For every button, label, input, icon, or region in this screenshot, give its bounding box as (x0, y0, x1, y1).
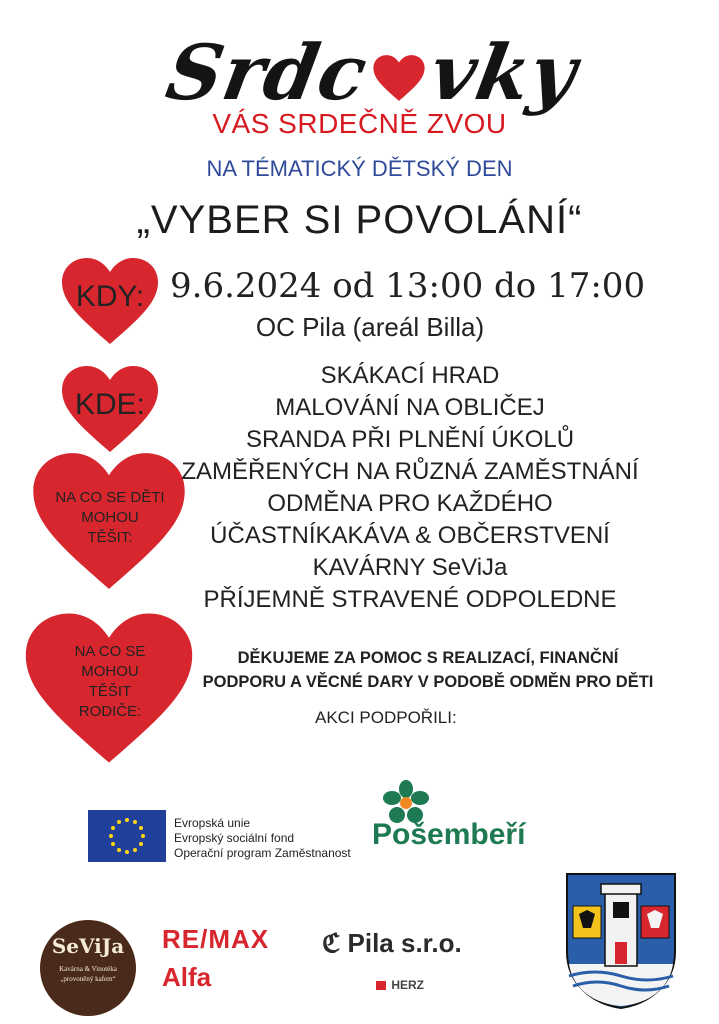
sevija-subtitle-line: „provoněný kafem“ (60, 975, 116, 983)
thanks-line: PODPORU A VĚCNÉ DARY V PODOBĚ ODMĚN PRO DĚTI (202, 673, 654, 691)
activities-list (170, 360, 650, 616)
event-date: 9.6.2024 od 13:00 do 17:00 (170, 266, 646, 306)
sevija-name: SeViJa (51, 934, 125, 958)
pila-logo (322, 928, 462, 959)
kids-label-line: TĚŠIT: (87, 529, 133, 546)
pila-name: Pila s.r.o. (347, 928, 462, 958)
parents-label-line: MOHOU (81, 663, 139, 680)
sevija-subtitle-line: Kavárna & Vinotéka (59, 965, 117, 973)
pila-c-icon: ℭ (322, 928, 341, 958)
parents-label-line: TĚŠIT (88, 683, 132, 700)
eu-text-line: Evropský sociální fond (174, 831, 295, 845)
kids-label-line: NA CO SE DĚTI (55, 489, 165, 506)
remax-alfa-label: Alfa (162, 962, 212, 992)
title-heart-icon (372, 54, 426, 102)
remax-logo: RE/MAX (162, 924, 270, 954)
eu-text-line: Evropská unie (174, 816, 251, 830)
when-label: KDY: (75, 280, 145, 313)
subtitle: VÁS SRDEČNĚ ZVOU (212, 108, 507, 139)
parents-label-line: RODIČE: (78, 703, 142, 720)
coat-of-arms-icon (565, 872, 677, 1010)
activity-item: SRANDA PŘI PLNĚNÍ ÚKOLŮ (245, 426, 575, 453)
title-word-right: vky (424, 28, 584, 117)
thanks-text (178, 646, 678, 694)
supported-by-label: AKCI PODPOŘILI: (315, 708, 457, 727)
activity-item: SKÁKACÍ HRAD (320, 362, 500, 389)
eu-text (174, 816, 351, 861)
activity-item: KAVÁRNY SeViJa (312, 554, 508, 581)
activity-item: MALOVÁNÍ NA OBLIČEJ (275, 394, 545, 421)
thanks-line: DĚKUJEME ZA POMOC S REALIZACÍ, FINANČNÍ (237, 649, 619, 667)
invite-text: NA TÉMATICKÝ DĚTSKÝ DEN (206, 156, 513, 181)
sevija-subtitle (40, 964, 136, 984)
herz-mark-icon (376, 981, 386, 990)
activity-item: ODMĚNA PRO KAŽDÉHO (267, 490, 553, 517)
activity-item: ZAMĚŘENÝCH NA RŮZNÁ ZAMĚSTNÁNÍ (181, 458, 639, 485)
event-place: OC Pila (areál Billa) (255, 312, 485, 342)
activity-item: PŘÍJEMNĚ STRAVENÉ ODPOLEDNE (203, 586, 617, 613)
herz-logo (376, 978, 424, 992)
posemberi-logo: Pošembeří (372, 818, 526, 851)
herz-name: HERZ (391, 978, 425, 992)
eu-flag-icon (88, 810, 166, 862)
eu-text-line: Operační program Zaměstnanost (174, 846, 351, 860)
sevija-logo (40, 920, 136, 1016)
title-word-left: Srdc (160, 28, 375, 117)
kids-label-line: MOHOU (81, 509, 139, 526)
title-logo (150, 20, 610, 120)
event-name: „VYBER SI POVOLÁNÍ“ (136, 198, 583, 242)
activity-item: ÚČASTNÍKAKÁVA & OBČERSTVENÍ (210, 522, 610, 549)
where-label: KDE: (74, 388, 146, 421)
kids-label (40, 488, 180, 548)
parents-label-line: NA CO SE (74, 643, 146, 660)
parents-label (50, 642, 170, 722)
